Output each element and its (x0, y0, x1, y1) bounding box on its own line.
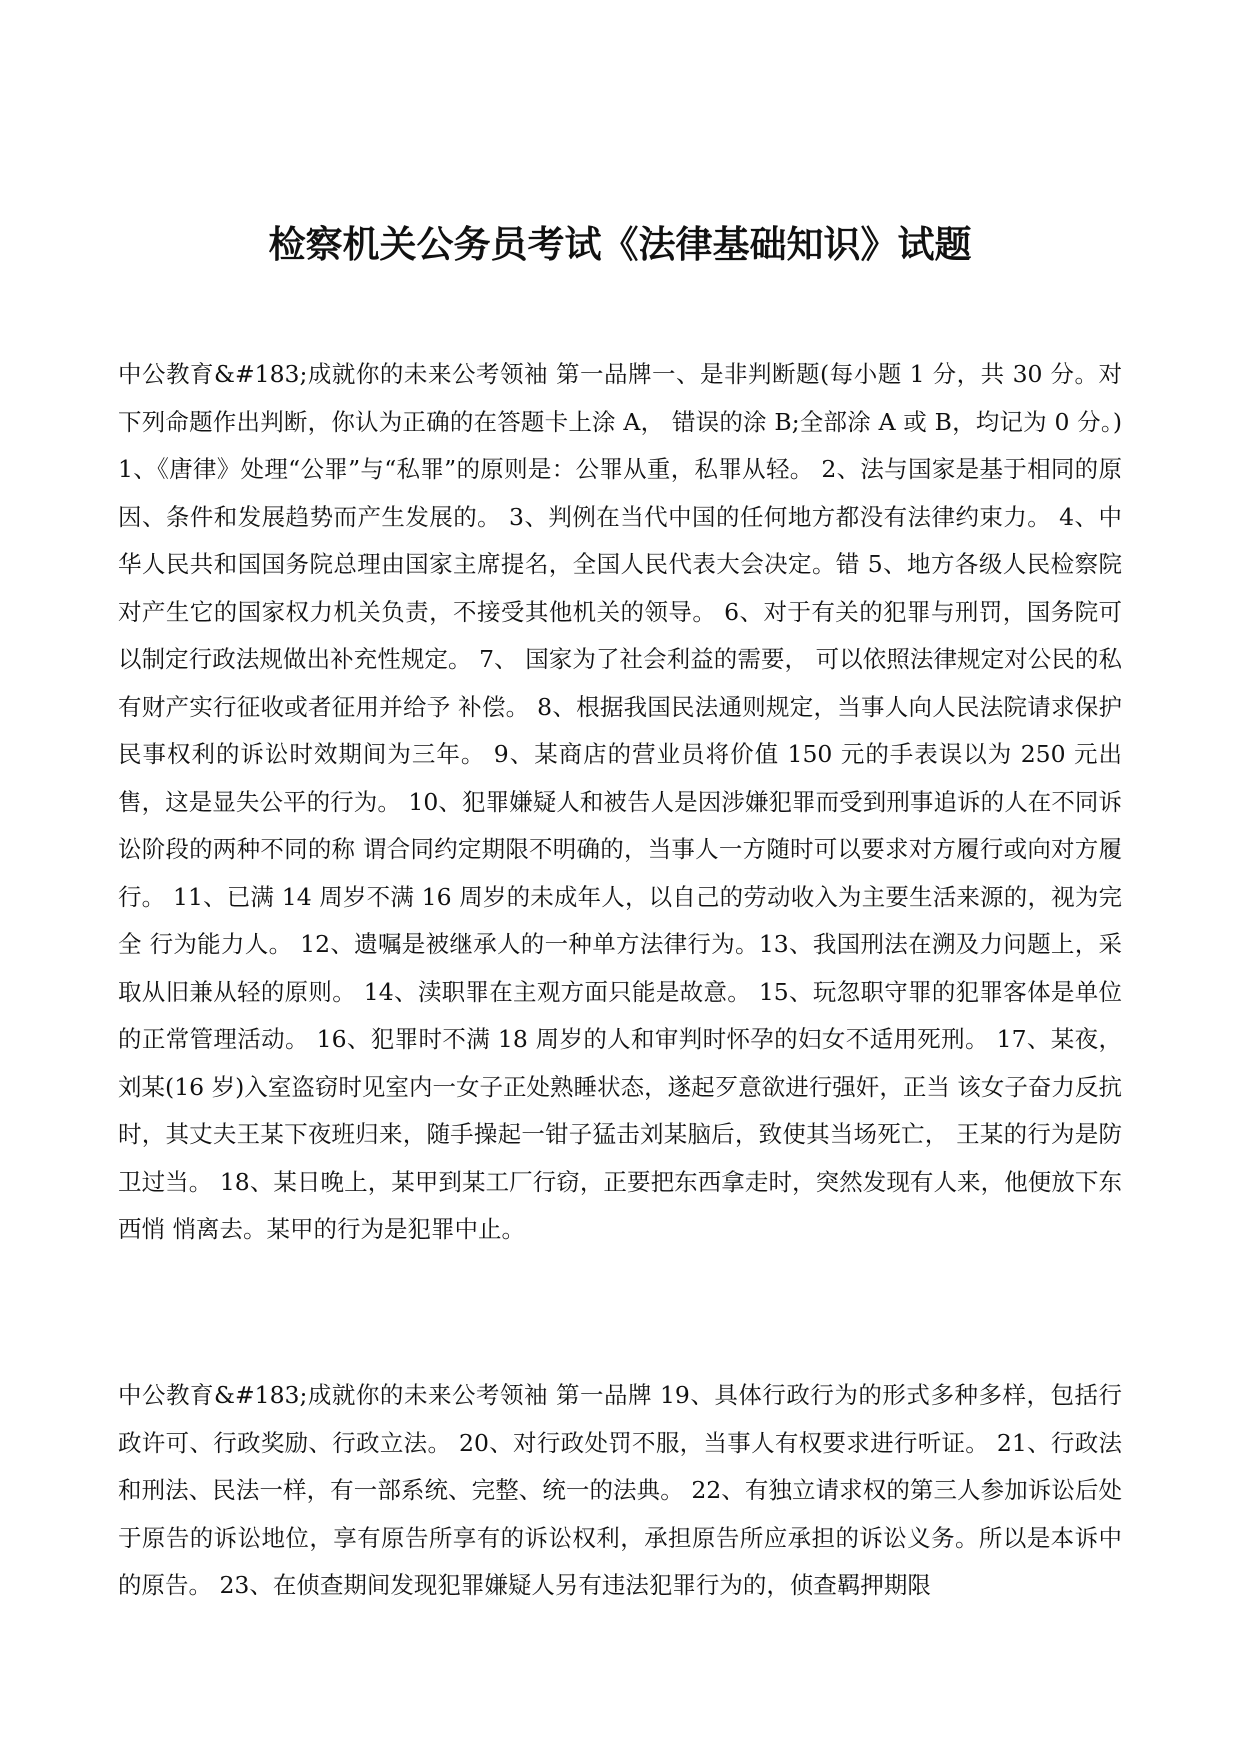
paragraph-2: 中公教育&#183;成就你的未来公考领袖 第一品牌 19、具体行政行为的形式多种多样，包括行政许可、行政奖励、行政立法。 20、对行政处罚不服，当事人有权要求进行听证。 21、行政法和刑法、民法一样，有一部系统、完整、统一的法典。 22、有独立请求权的第三人参加诉讼后处于原告的诉讼地位，享有原告所享有的诉讼权利，承担原告所应承担的诉讼义务。所以是本诉中的原告。 23、在侦查期间发现犯罪嫌疑人另有违法犯罪行为的，侦查羁押期限 (118, 1381, 1122, 1599)
paragraph-1: 中公教育&#183;成就你的未来公考领袖 第一品牌一、是非判断题(每小题 1 分，共 30 分。对下列命题作出判断，你认为正确的在答题卡上涂 A， 错误的涂 B;全部涂 A 或 B，均记为 0 分。) 1、《唐律》处理“公罪”与“私罪”的原则是：公罪从重，私罪从轻。 2、法与国家是基于相同的原因、条件和发展趋势而产生发展的。 3、判例在当代中国的任何地方都没有法律约束力。 4、中华人民共和国国务院总理由国家主席提名，全国人民代表大会决定。错 5、地方各级人民检察院对产生它的国家权力机关负责，不接受其他机关的领导。 6、对于有关的犯罪与刑罚，国务院可以制定行政法规做出补充性规定。 7、 国家为了社会利益的需要， 可以依照法律规定对公民的私有财产实行征收或者征用并给予 补偿。 8、根据我国民法通则规定，当事人向人民法院请求保护民事权利的诉讼时效期间为三年。 9、某商店的营业员将价值 150 元的手表误以为 250 元出售，这是显失公平的行为。 10、犯罪嫌疑人和被告人是因涉嫌犯罪而受到刑事追诉的人在不同诉讼阶段的两种不同的称 谓合同约定期限不明确的，当事人一方随时可以要求对方履行或向对方履行。 11、已满 14 周岁不满 16 周岁的未成年人，以自己的劳动收入为主要生活来源的，视为完全 行为能力人。 12、遗嘱是被继承人的一种单方法律行为。13、我国刑法在溯及力问题上，采取从旧兼从轻的原则。 14、渎职罪在主观方面只能是故意。 15、玩忽职守罪的犯罪客体是单位的正常管理活动。 16、犯罪时不满 18 周岁的人和审判时怀孕的妇女不适用死刑。 17、某夜，刘某(16 岁)入室盗窃时见室内一女子正处熟睡状态，遂起歹意欲进行强奸，正当 该女子奋力反抗时，其丈夫王某下夜班归来，随手操起一钳子猛击刘某脑后，致使其当场死亡， 王某的行为是防卫过当。 18、某日晚上，某甲到某工厂行窃，正要把东西拿走时，突然发现有人来，他便放下东西悄 悄离去。某甲的行为是犯罪中止。 (118, 360, 1122, 1243)
page-title: 检察机关公务员考试《法律基础知识》试题 (268, 222, 972, 266)
